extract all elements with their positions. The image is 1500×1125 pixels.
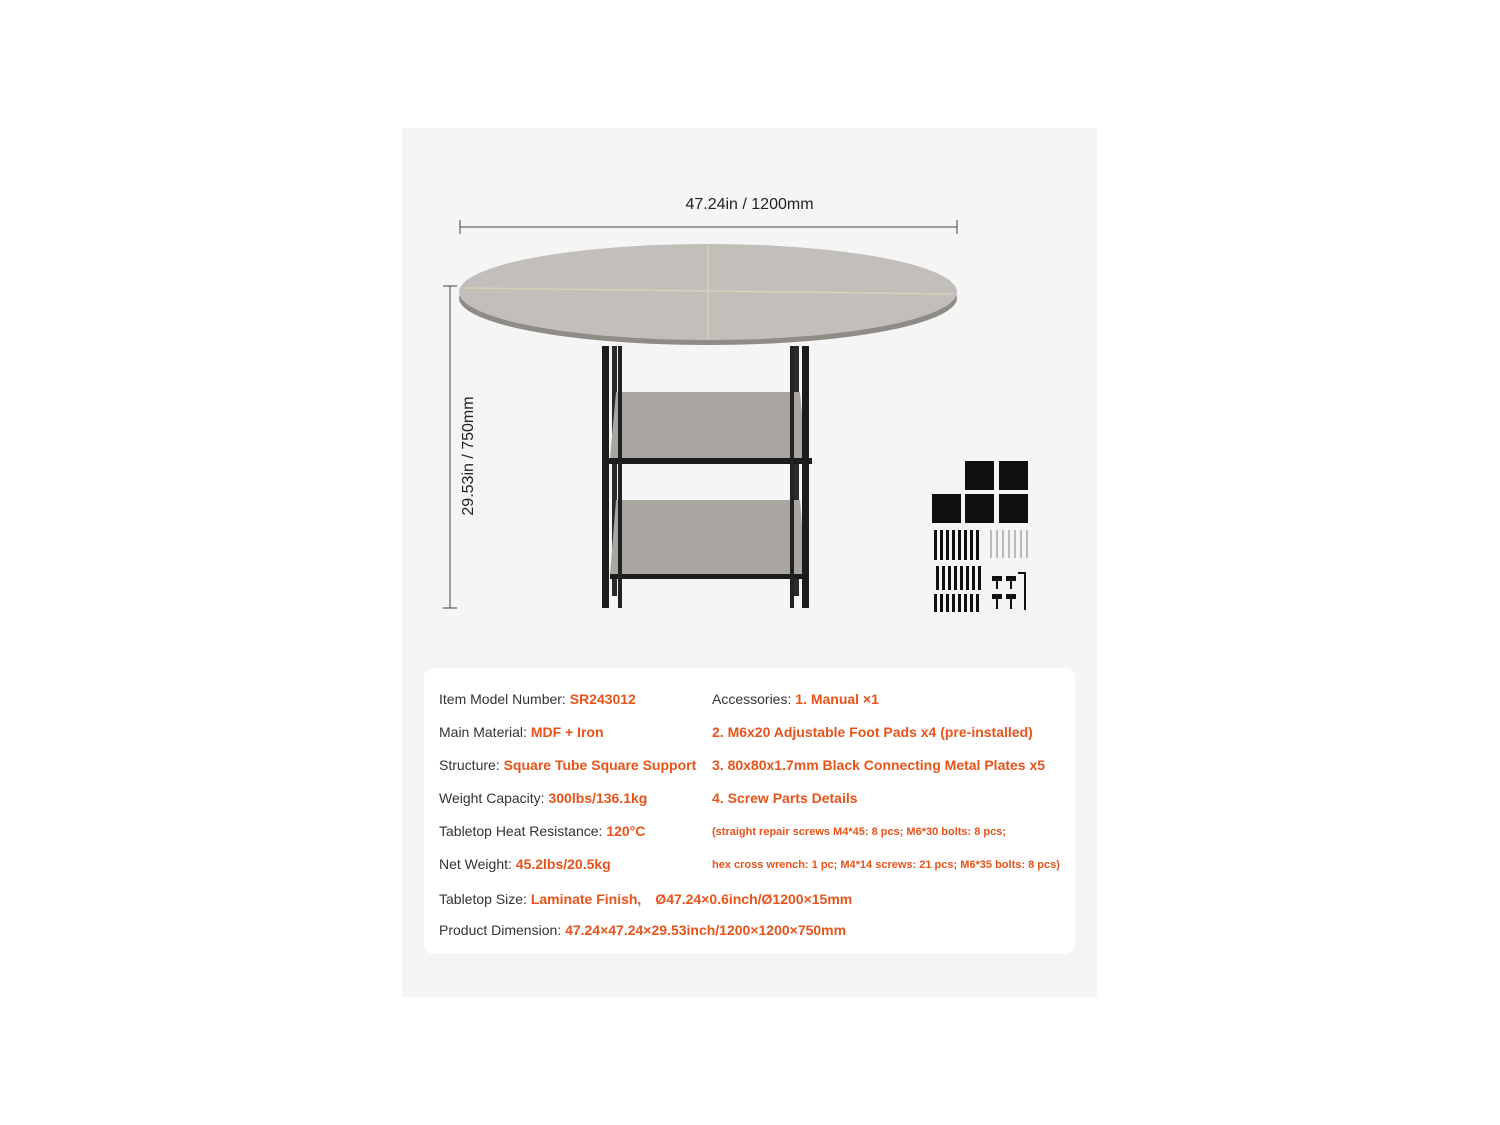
spec-value: 45.2lbs/20.5kg bbox=[515, 856, 611, 872]
spec-label: Product Dimension: bbox=[439, 922, 562, 938]
spec-row-heat-resistance bbox=[439, 823, 645, 839]
width-dimension-label: 47.24in / 1200mm bbox=[685, 196, 814, 213]
spec-label: Main Material: bbox=[439, 724, 527, 740]
spec-value: 47.24×47.24×29.53inch/1200×1200×750mm bbox=[565, 922, 847, 938]
spec-label: Weight Capacity: bbox=[439, 790, 545, 806]
spec-label: Tabletop Heat Resistance: bbox=[439, 823, 603, 839]
round-table-image bbox=[459, 244, 957, 608]
spec-row-structure bbox=[439, 757, 696, 773]
spec-row-weight-capacity bbox=[439, 790, 647, 806]
screw-details-line: (straight repair screws M4*45: 8 pcs; M6*30 bolts: 8 pcs; bbox=[712, 826, 1007, 838]
spec-row-product-dimension bbox=[439, 922, 846, 938]
spec-value: Square Tube Square Support bbox=[503, 757, 697, 773]
spec-value: MDF + Iron bbox=[530, 724, 604, 740]
spec-label: Tabletop Size: bbox=[439, 891, 527, 907]
product-panel bbox=[402, 128, 1097, 997]
accessory-item: 1. Manual ×1 bbox=[795, 691, 879, 707]
spec-value: Laminate Finish, Ø47.24×0.6inch/Ø1200×15mm bbox=[530, 891, 853, 907]
height-dimension-line bbox=[443, 286, 457, 608]
spec-label: Net Weight: bbox=[439, 856, 512, 872]
spec-label: Structure: bbox=[439, 757, 500, 773]
spec-row-tabletop-size bbox=[439, 889, 852, 909]
accessory-item: 3. 80x80x1.7mm Black Connecting Metal Plates x5 bbox=[712, 757, 1046, 773]
accessories-row bbox=[712, 691, 879, 707]
spec-card bbox=[424, 668, 1075, 954]
spec-row-net-weight bbox=[439, 856, 611, 872]
spec-row-model bbox=[439, 691, 636, 707]
accessory-item: 4. Screw Parts Details bbox=[712, 790, 858, 806]
accessory-item: 2. M6x20 Adjustable Foot Pads x4 (pre-installed) bbox=[712, 724, 1033, 740]
spec-value: 300lbs/136.1kg bbox=[548, 790, 648, 806]
accessories-label: Accessories: bbox=[712, 691, 792, 707]
spec-value: SR243012 bbox=[569, 691, 636, 707]
height-dimension-label: 29.53in / 750mm bbox=[460, 396, 477, 516]
spec-value: 120°C bbox=[606, 823, 646, 839]
screw-details-line: hex cross wrench: 1 pc; M4*14 screws: 21 pcs; M6*35 bolts: 8 pcs) bbox=[712, 859, 1060, 871]
spec-row-material bbox=[439, 724, 604, 740]
spec-label: Item Model Number: bbox=[439, 691, 566, 707]
hardware-kit-image bbox=[932, 461, 1028, 612]
width-dimension-line bbox=[460, 220, 957, 234]
